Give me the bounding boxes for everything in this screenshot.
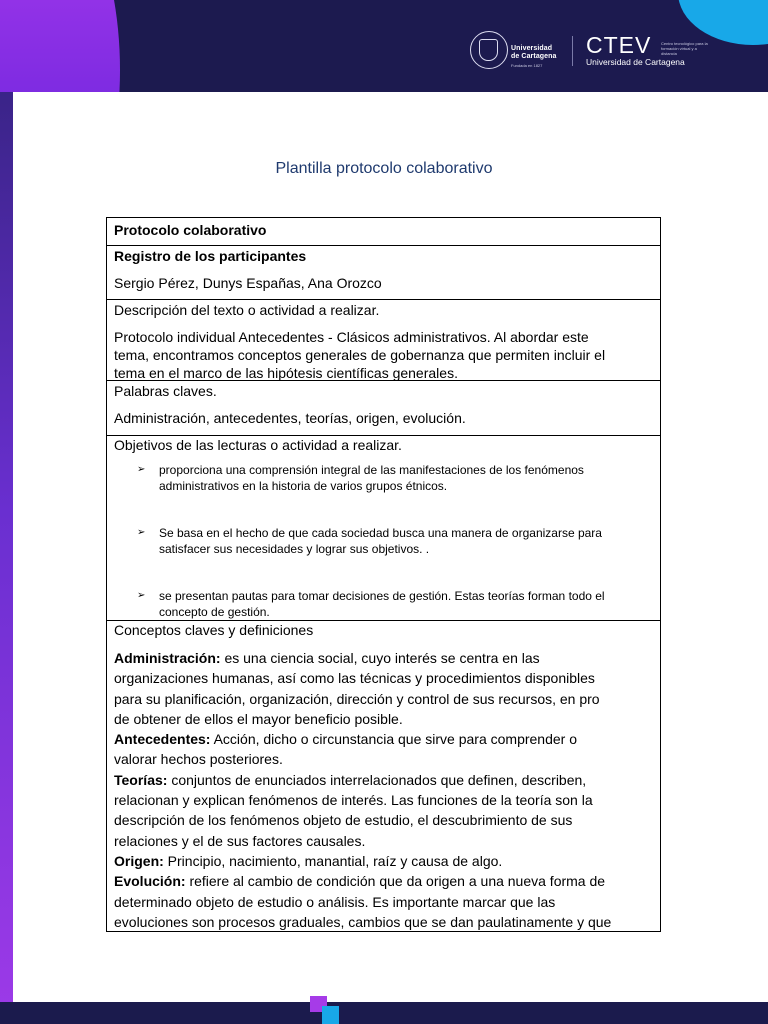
definition-line: [114, 851, 653, 871]
objective-item: [137, 462, 651, 494]
definition-term: Antecedentes:: [114, 731, 211, 748]
university-name-line2: de Cartagena: [511, 53, 557, 60]
description-heading: Descripción del texto o actividad a realizar.: [114, 302, 380, 318]
ctev-tagline: Centro tecnológico para la formación virtual y a distancia: [661, 41, 708, 56]
definition-text: es una ciencia social, cuyo interés se centra en las: [220, 650, 540, 666]
arrow-bullet-icon: ➢: [137, 464, 146, 475]
ctev-university-name: Universidad de Cartagena: [586, 57, 685, 67]
participants-heading: Registro de los participantes: [114, 248, 307, 264]
footer-band: [0, 1002, 768, 1024]
description-line: tema en el marco de las hipótesis científicas generales.: [114, 365, 458, 381]
decorative-purple-shape: [0, 0, 120, 92]
definition-term: Administración:: [114, 650, 221, 666]
definition-line: descripción de los fenómenos objeto de estudio, el descubrimiento de sus: [114, 812, 573, 829]
definition-line: [114, 770, 653, 790]
definition-line: relaciones y el de sus factores causales.: [114, 832, 366, 849]
arrow-bullet-icon: ➢: [137, 590, 146, 601]
definition-text: Principio, nacimiento, manantial, raíz y causa de algo.: [163, 852, 503, 869]
concepts-heading: Conceptos claves y definiciones: [114, 622, 314, 638]
arrow-bullet-icon: ➢: [137, 527, 146, 538]
definition-term: Teorías:: [114, 771, 168, 788]
university-logo-text: [511, 45, 557, 61]
objective-text: proporciona una comprensión integral de las manifestaciones de los fenómenos: [159, 463, 584, 477]
objective-text: Se basa en el hecho de que cada sociedad busca una manera de organizarse para: [159, 526, 602, 540]
header-banner: [0, 0, 768, 92]
objectives-heading: Objetivos de las lecturas o actividad a realizar.: [114, 437, 402, 453]
objective-text: administrativos en la historia de varios grupos étnicos.: [159, 479, 448, 493]
keywords-row: [107, 381, 660, 436]
objective-text: se presentan pautas para tomar decisiones de gestión. Estas teorías forman todo el: [159, 589, 605, 603]
participants-row: [107, 246, 660, 300]
left-accent-strip: [0, 92, 13, 1024]
university-seal-icon: [470, 31, 508, 69]
definition-line: [114, 648, 653, 668]
definition-term: Evolución:: [114, 873, 186, 890]
definition-line: para su planificación, organización, dirección y control de sus recursos, en pro: [114, 690, 600, 707]
definition-term: Origen:: [114, 852, 164, 869]
definition-text: refiere al cambio de condición que da origen a una nueva forma de: [185, 873, 606, 890]
keywords-heading: Palabras claves.: [114, 383, 217, 399]
description-row: [107, 300, 660, 381]
objectives-row: [107, 436, 660, 621]
definition-text: Acción, dicho o circunstancia que sirve para comprender o: [210, 731, 577, 748]
concepts-row: [107, 621, 660, 932]
logo-divider: [572, 36, 573, 66]
keywords-list: Administración, antecedentes, teorías, origen, evolución.: [114, 410, 466, 426]
protocol-heading-row: [107, 218, 660, 246]
university-name-line1: Universidad: [511, 45, 553, 52]
decorative-cyan-shape: [678, 0, 768, 45]
objective-text: concepto de gestión.: [159, 605, 270, 619]
objective-item: [137, 588, 651, 620]
participants-list: Sergio Pérez, Dunys Españas, Ana Orozco: [114, 275, 382, 291]
definition-line: evoluciones son procesos graduales, cambios que se dan paulatinamente y que: [114, 913, 612, 930]
definition-line: determinado objeto de estudio o análisis. Es importante marcar que las: [114, 893, 556, 910]
ctev-logo-word: CTEV: [586, 32, 652, 58]
document-title: Plantilla protocolo colaborativo: [275, 160, 493, 177]
definition-line: [114, 729, 653, 749]
definition-line: valorar hechos posteriores.: [114, 751, 283, 768]
description-line: tema, encontramos conceptos generales de gobernanza que permiten incluir el: [114, 347, 606, 363]
definition-line: de obtener de ellos el mayor beneficio posible.: [114, 710, 403, 727]
protocol-heading: Protocolo colaborativo: [114, 222, 267, 238]
university-shield-icon: [479, 39, 498, 61]
decorative-cyan-square: [322, 1006, 339, 1024]
definitions-list: [114, 648, 653, 932]
objective-item: [137, 525, 651, 557]
definition-line: relacionan y explican fenómenos de interés. Las funciones de la teoría son la: [114, 792, 593, 809]
definition-line: [114, 871, 653, 891]
protocol-table: [106, 217, 661, 932]
definition-text: conjuntos de enunciados interrelacionados que definen, describen,: [167, 771, 587, 788]
university-founded: Fundada en 1827: [511, 63, 543, 68]
objective-text: satisfacer sus necesidades y lograr sus objetivos. .: [159, 542, 430, 556]
definition-line: organizaciones humanas, así como las técnicas y procedimientos disponibles: [114, 670, 595, 687]
description-line: Protocolo individual Antecedentes - Clásicos administrativos. Al abordar este: [114, 329, 589, 345]
